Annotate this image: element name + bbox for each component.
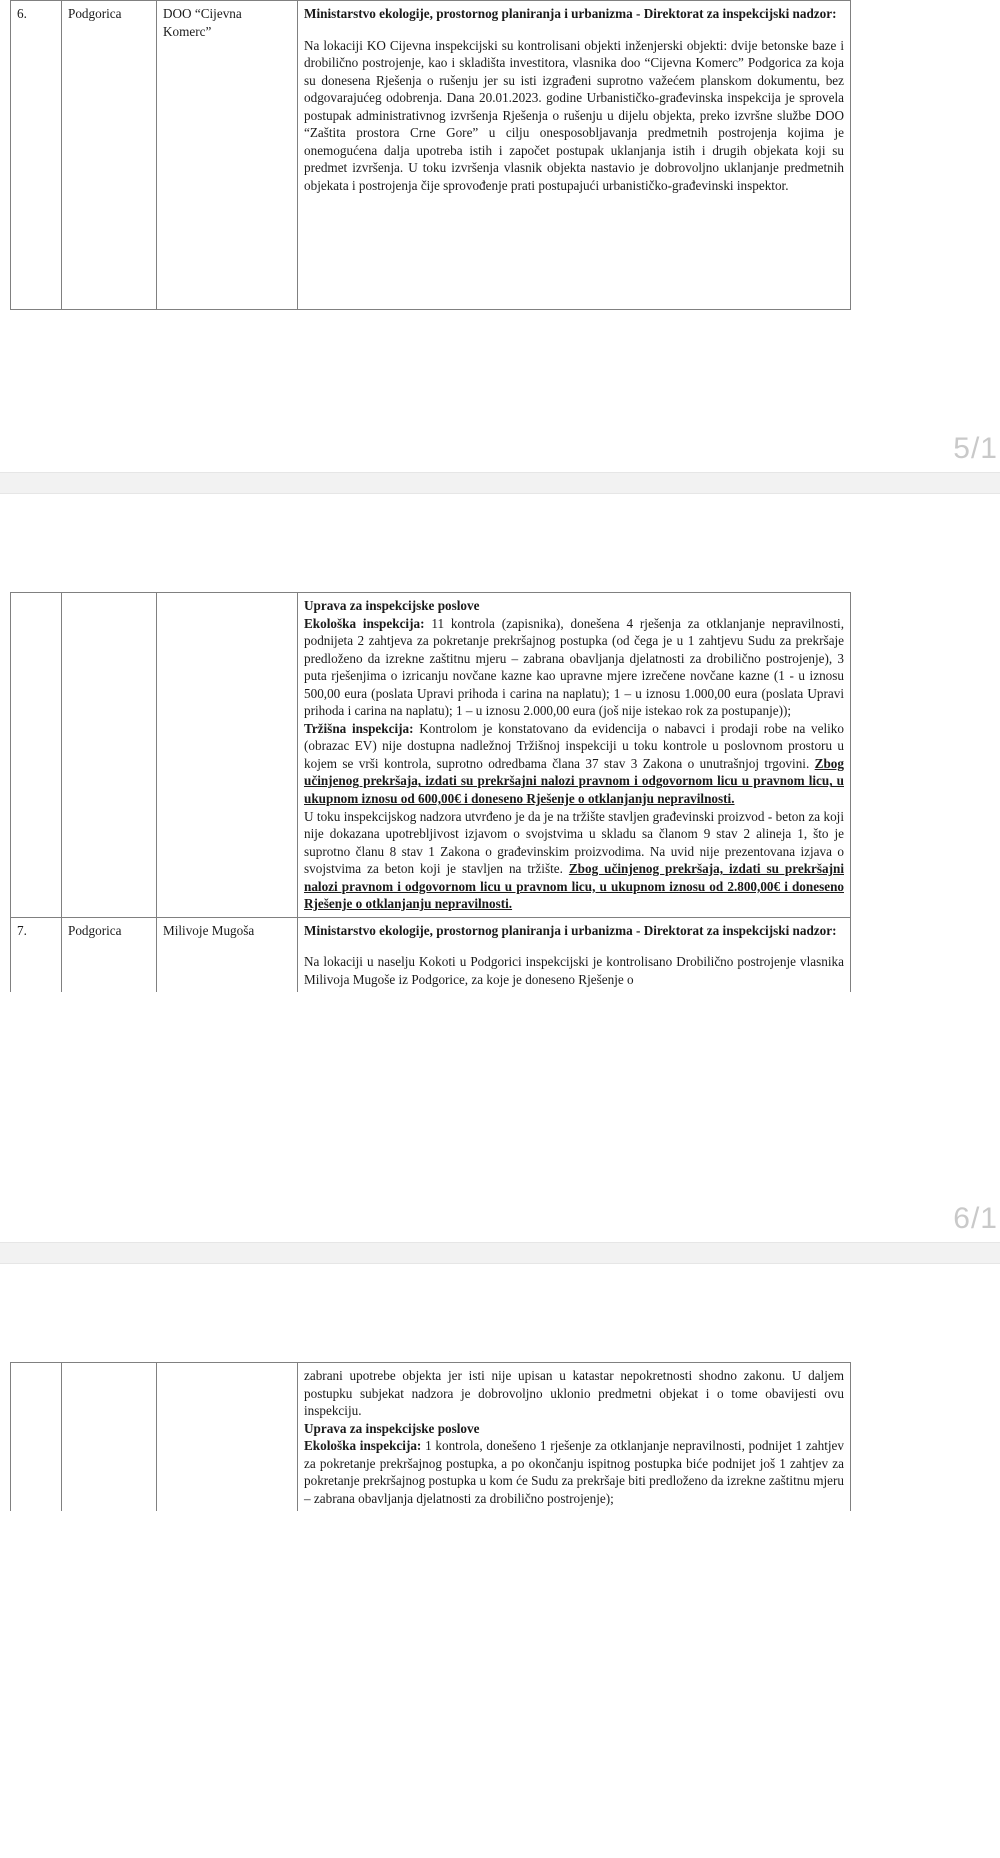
text-run: Zbog učinjenog prekršaja, izdati su prekršajni nalozi pravnom i odgovornom licu u pravnom licu, u ukupnom iznosu od 2.800,00€ i doneseno Rješenje o otklanjanju nepravilnosti. (304, 861, 845, 912)
table-row (11, 1363, 851, 1512)
row-number: 7. (17, 922, 27, 938)
paragraph-spacer (304, 939, 844, 953)
paragraph-spacer (304, 23, 844, 37)
row-number: 6. (17, 6, 27, 21)
row-description-cell (298, 917, 851, 992)
text-run: Kontrolom je konstatovano da evidencija o nabavci i prodaji robe na veliko (obrazac EV) nije dostupna nadležnoj Tržišnoj inspekciji u toku kontrole u poslovnom prostoru u kojem se vrši kontrola, suprotno odredbama člana 37 stav 3 Zakona o unutrašnjoj trgovini. (304, 720, 844, 771)
text-run: Tržišna inspekcija: (304, 720, 414, 736)
row-subject: DOO “Cijevna Komerc” (163, 6, 242, 39)
text-run: U toku inspekcijskog nadzora utvrđeno je da je na tržište stavljen građevinski proizvod - beton za koji nije dokazana upotrebljivost izjavom o svojstvima u skladu sa članom 9 stav 2 alineja 1, što je suprotno članu 8 stav 1 Zakona o građevinskim proizvodima. Na uvid nije prezentovana izjava o svojstvima za beton koji je stavljen na tržište. (304, 808, 844, 877)
text-run: Ekološka inspekcija: (304, 615, 425, 631)
text-run: Zbog učinjenog prekršaja, izdati su prekršajni nalozi pravnom i odgovornom licu u pravnom licu, u ukupnom iznosu od 600,00€ i doneseno Rješenje o otklanjanju nepravilnosti. (304, 755, 844, 807)
row-description-cell (298, 1363, 851, 1512)
row-city: Podgorica (68, 6, 122, 21)
body-paragraph: Na lokaciji KO Cijevna inspekcijski su kontrolisani objekti inženjerski objekti: dvije betonske baze i drobilično postrojenje, kao i skladišta investitora, vlasnika doo “Cijevna Komerc” Podgorica za koja su donesena Rješenja o rušenju jer su isti izgrađeni suprotno važećem planskom dokumentu, bez odgovarajućeg odobrenja. Dana 20.01.2023. godine Urbanističko-građevinska inspekcija je sprovela postupak administrativnog izvršenja Rješenja o rušenju u dijelu objekta, preko izvršne službe DOO “Zaštita prostora Crne Gore” u cilju onesposobljavanja predmetnih postrojenja kojima je onemogućena dalja upotreba istih i započet postupak uklanjanja istih i drugih objekata koji su predmet izvršenja. U toku izvršenja vlasnik objekta nastavio je dobrovoljno uklanjanje predmetnih objekata i postrojenja čije sprovođenje prati postupajući urbanističko-građevinski inspektor. (304, 37, 844, 193)
row-subject: Milivoje Mugoša (163, 922, 255, 938)
rich-body (304, 1367, 844, 1507)
row-city: Podgorica (68, 922, 122, 938)
document-page-7 (0, 1362, 1000, 1602)
document-page-5 (0, 0, 1000, 472)
text-run: Uprava za inspekcijske poslove (304, 1420, 480, 1436)
page-number-label: 5/1 (953, 432, 998, 465)
section-heading: Ministarstvo ekologije, prostornog planiranja i urbanizma - Direktorat za inspekcijski nadzor: (304, 6, 837, 21)
row-number-cell (11, 917, 62, 992)
inspection-table-page-5 (10, 0, 851, 310)
rich-body (304, 615, 844, 913)
page-number-label: 6/1 (953, 1202, 998, 1235)
row-subject-cell (157, 1, 298, 310)
text-run: 11 kontrola (zapisnika), donešena 4 rješenja za otklanjanje nepravilnosti, podnijeta 2 zahtjeva za pokretanje prekršajnog postupka (od čega je u 1 zahtjevu Sudu za prekršaje predloženo da izrekne zaštitnu mjeru – zabrana obavljanja djelatnosti za drobilično postrojenje), 3 puta rješenjima o izricanju novčane kazne kao upravne mjere izrečene novčane kazne (1 - u iznosu 500,00 eura (poslata Upravi prihoda i carina na naplatu); 1 – u iznosu 1.000,00 eura (poslata Upravi prihoda i carina na naplatu); 1 – u iznosu 2.000,00 eura (još nije istekao rok za postupanje)); (304, 615, 844, 719)
row-city-cell (62, 1363, 157, 1512)
page-gap (0, 494, 1000, 592)
table-row (11, 593, 851, 918)
inspection-table-page-6 (10, 592, 851, 992)
row-city-cell (62, 593, 157, 918)
row-description-cell (298, 1, 851, 310)
row-city-cell (62, 1, 157, 310)
row-subject-cell (157, 593, 298, 918)
row-city-cell (62, 917, 157, 992)
text-run: 1 kontrola, donešeno 1 rješenje za otklanjanje nepravilnosti, podnijet 1 zahtjev za pokretanje prekršajnog postupka, a po okončanju ispitnog postupka biće podnijet još 1 zahtjev za pokretanje prekršajnog postupka u kom će Sudu za prekršaje biti predloženo da izrekne zaštitnu mjeru – zabrana obavljanja djelatnosti za drobilično postrojenje); (304, 1438, 844, 1506)
text-run: Ekološka inspekcija: (304, 1438, 422, 1454)
body-paragraph: Na lokaciji u naselju Kokoti u Podgorici inspekcijski je kontrolisano Drobilično postrojenje vlasnika Milivoja Mugoše iz Podgorice, za koje je doneseno Rješenje o (304, 954, 844, 987)
row-description-cell (298, 593, 851, 918)
section-heading: Ministarstvo ekologije, prostornog planiranja i urbanizma - Direktorat za inspekcijski nadzor: (304, 922, 837, 938)
table-row (11, 917, 851, 992)
row-number-cell (11, 1, 62, 310)
table-row (11, 1, 851, 310)
row-number-cell (11, 593, 62, 918)
page-gap (0, 1264, 1000, 1362)
document-page-6 (0, 592, 1000, 1242)
text-run: zabrani upotrebe objekta jer isti nije upisan u katastar nepokretnosti shodno zakonu. U daljem postupku subjekat nadzora je dobrovoljno uklonio predmetni objekat i o tome obavijesti ovu inspekciju. (304, 1368, 844, 1419)
row-subject-cell (157, 917, 298, 992)
section-heading: Uprava za inspekcijske poslove (304, 598, 480, 613)
inspection-table-page-7 (10, 1362, 851, 1511)
page-separator (0, 472, 1000, 494)
row-subject-cell (157, 1363, 298, 1512)
page-separator (0, 1242, 1000, 1264)
row-number-cell (11, 1363, 62, 1512)
